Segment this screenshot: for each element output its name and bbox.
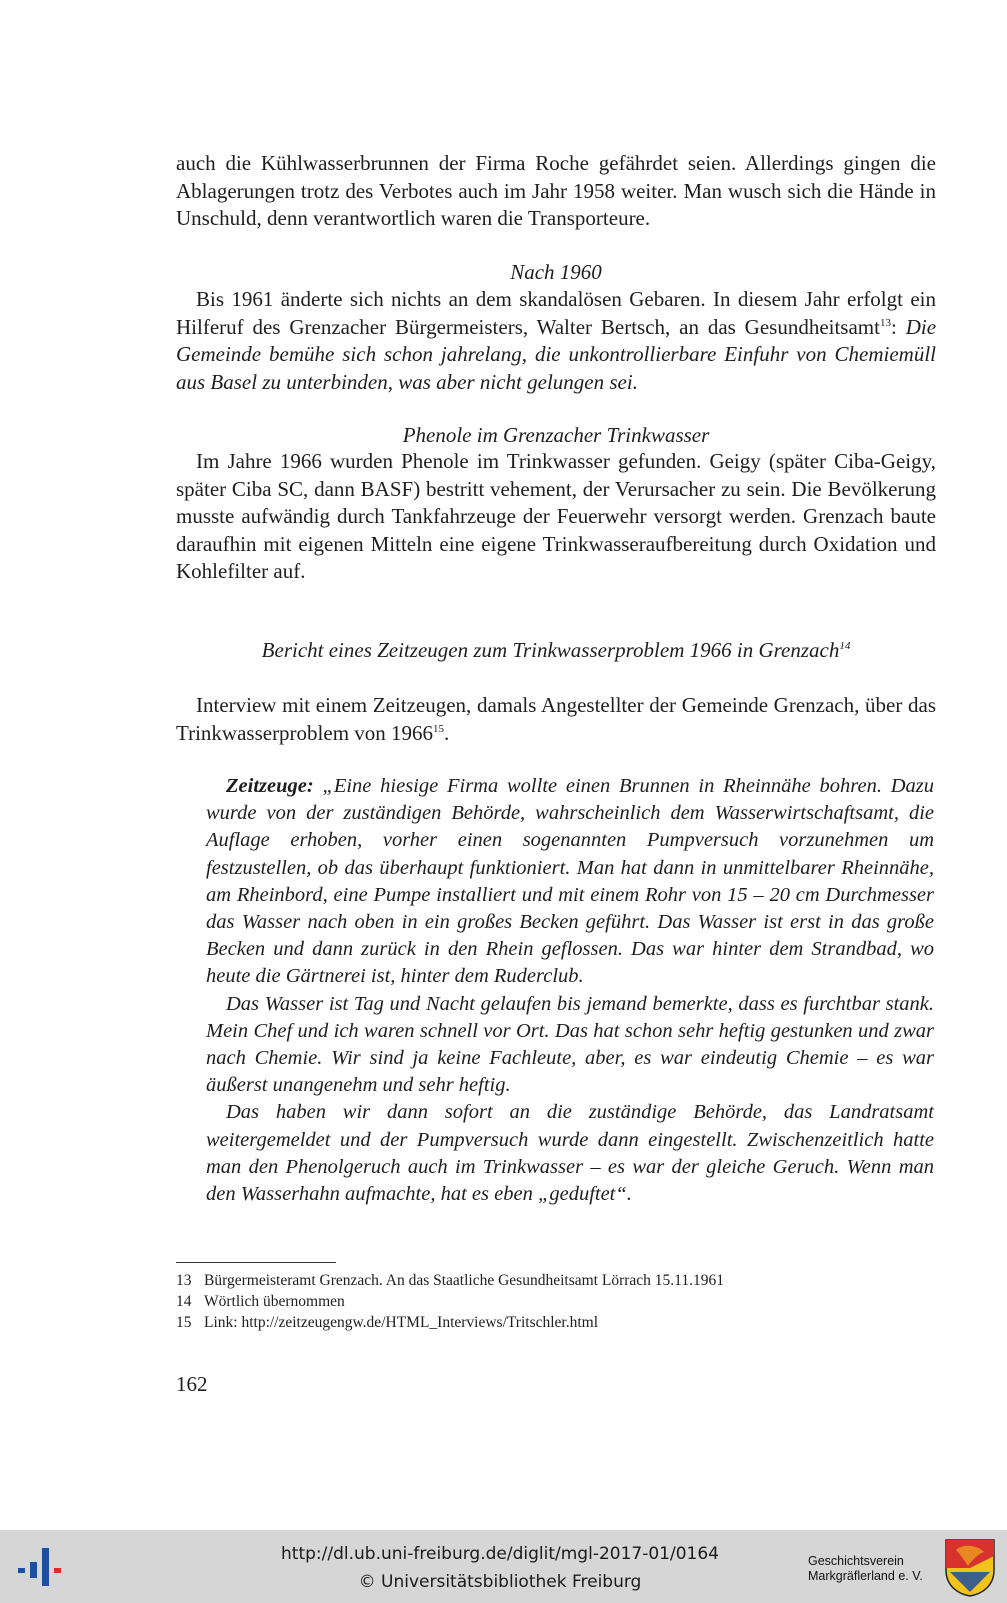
section1-quote: Die Gemeinde bemühe sich schon jahrelang, die unkontrollierbare Einfuhr von Chemiemüll aus Basel zu unterbinden, was aber nicht gelungen sei.: [176, 314, 937, 394]
paragraph-intro: [176, 150, 936, 233]
footnote-15: [176, 1312, 936, 1333]
org-name-line1: Geschichtsverein: [808, 1554, 904, 1568]
paragraph-section2: [176, 448, 936, 586]
footer-citation: [250, 1540, 750, 1596]
footer-organization: [808, 1554, 923, 1584]
org-name-line2: Markgräflerland e. V.: [808, 1569, 923, 1583]
interview-paragraph-2: Das Wasser ist Tag und Nacht gelaufen bis jemand bemerkte, dass es furchtbar stank. Mein Chef und ich waren schnell vor Ort. Das hat schon sehr heftig gestunken und zwar nach Chemie. Wir sind ja keine Fachleute, aber, es war eindeutig Chemie – es war äußerst unangenehm und sehr heftig.: [206, 992, 934, 1097]
footnote-ref-14: 14: [839, 640, 851, 652]
footer-url-link[interactable]: http://dl.ub.uni-freiburg.de/diglit/mgl-2017-01/0164: [281, 1544, 719, 1564]
interview-quote-block: [206, 773, 934, 1208]
interview-paragraph-1: [206, 773, 934, 991]
section-heading-phenole: Phenole im Grenzacher Trinkwasser: [402, 423, 710, 447]
footnote-ref-15: 15: [433, 722, 445, 735]
footnote-text[interactable]: Link: http://zeitzeugengw.de/HTML_Interviews/Tritschler.html: [204, 1314, 599, 1331]
bericht-heading-text: Bericht eines Zeitzeugen zum Trinkwasserproblem 1966 in Grenzach: [261, 638, 840, 662]
footnote-number: 14: [176, 1293, 192, 1310]
paragraph-interview-intro: [176, 692, 936, 747]
footnote-ref-13: 13: [879, 316, 891, 329]
footnote-text: Bürgermeisteramt Grenzach. An das Staatliche Gesundheitsamt Lörrach 15.11.1961: [204, 1272, 724, 1289]
footer-copyright: © Universitätsbibliothek Freiburg: [358, 1572, 642, 1592]
intro-end: .: [444, 720, 450, 745]
section1-colon: :: [890, 314, 906, 339]
coat-of-arms-icon[interactable]: [942, 1536, 998, 1598]
paragraph-text: auch die Kühlwasserbrunnen der Firma Roche gefährdet seien. Allerdings gingen die Ablagerungen trotz des Verbotes auch im Jahr 1958 weiter. Man wusch sich die Hände in Unschuld, denn verantwortlich waren die Transporteure.: [176, 151, 936, 230]
footnote-13: [176, 1270, 936, 1291]
section1-text: Bis 1961 änderte sich nichts an dem skandalösen Gebaren. In diesem Jahr erfolgt ein Hilferuf des Grenzacher Bürgermeisters, Walter Bertsch, an das Gesundheitsamt: [176, 287, 936, 339]
paragraph-text: [176, 692, 936, 747]
section-heading-nach-1960: Nach 1960: [510, 260, 602, 284]
ub-freiburg-logo-icon[interactable]: [16, 1544, 64, 1590]
paragraph-text: Im Jahre 1966 wurden Phenole im Trinkwasser gefunden. Geigy (später Ciba-Geigy, später Ciba SC, dann BASF) bestritt vehement, der Verursacher zu sein. Die Bevölkerung musste aufwändig durch Tankfahrzeuge der Feuerwehr versorgt werden. Grenzach baute daraufhin mit eigenen Mitteln eine eigene Trinkwasseraufbereitung durch Oxidation und Kohlefilter auf.: [176, 449, 936, 583]
footnote-number: 15: [176, 1314, 192, 1331]
interview-text-1: „Eine hiesige Firma wollte einen Brunnen in Rheinnähe bohren. Dazu wurde von der zuständigen Behörde, wahrscheinlich dem Wasserwirtschaftsamt, die Auflage erhoben, vorher einen sogenannten Pumpversuch vorzunehmen um festzustellen, ob das überhaupt funktioniert. Man hat dann in unmittelbarer Rheinnähe, am Rheinbord, eine Pumpe installiert und mit einem Rohr von 15 – 20 cm Durchmesser das Wasser nach oben in ein großes Becken geführt. Das Wasser ist erst in das große Becken und dann zurück in den Rhein geflossen. Das war hinter dem Strandbad, wo heute die Gärtnerei ist, hinter dem Ruderclub.: [206, 775, 934, 988]
footnote-divider: [176, 1262, 336, 1263]
section-heading-bericht: [176, 637, 936, 664]
footnote-text: Wörtlich übernommen: [204, 1293, 345, 1310]
speaker-label: Zeitzeuge:: [226, 775, 314, 797]
interview-paragraph-3: Das haben wir dann sofort an die zuständige Behörde, das Landratsamt weitergemeldet und der Pumpversuch wurde dann eingestellt. Zwischenzeitlich hatte man den Phenolgeruch auch im Trinkwasser – es war der gleiche Geruch. Wenn man den Wasserhahn aufmachte, hat es eben „geduftet“.: [206, 1101, 934, 1206]
footnote-number: 13: [176, 1272, 192, 1289]
page-number: 162: [176, 1372, 208, 1396]
footnotes: [176, 1270, 936, 1333]
paragraph-section1: [176, 286, 936, 396]
footnote-14: [176, 1291, 936, 1312]
paragraph-text: [176, 286, 936, 396]
viewer-footer: [0, 1530, 1007, 1603]
intro-text: Interview mit einem Zeitzeugen, damals Angestellter der Gemeinde Grenzach, über das Trinkwasserproblem von 1966: [176, 693, 936, 745]
